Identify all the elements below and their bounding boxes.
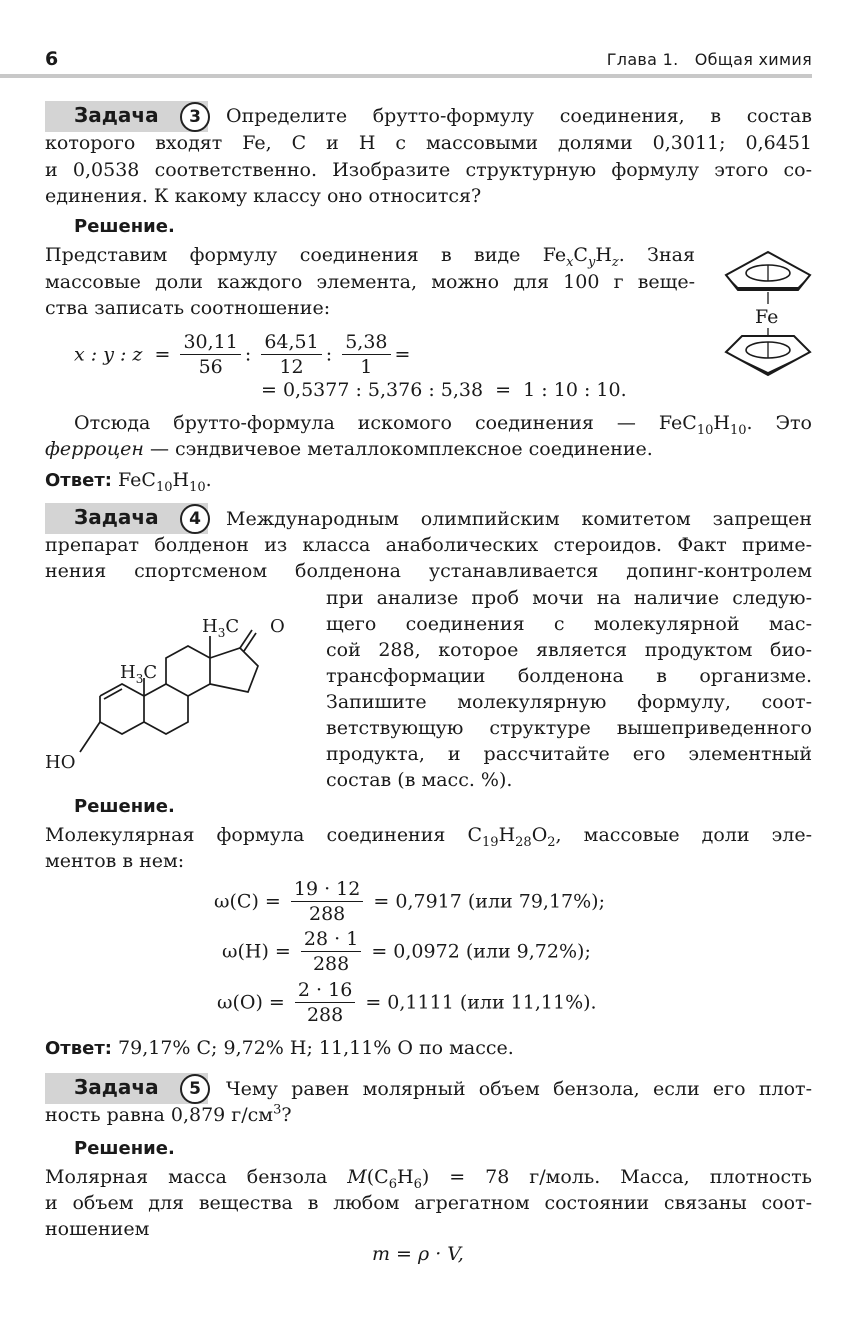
task5-number: 5: [180, 1074, 210, 1104]
task3-text-line: единения. К какому классу оно относится?: [45, 185, 482, 207]
formula-c19h28o2: $C_{19}H_{28}O_2$: [467, 824, 556, 850]
cyclopentadienyl-top: [726, 252, 810, 290]
task5-solution-heading: Решение.: [74, 1138, 175, 1159]
fraction: $\frac{19 \cdot 12}{288}$: [291, 877, 363, 926]
task4-text-line: нения спортсменом болденона устанавливается допинг-контролем: [45, 560, 812, 582]
omega-c-equation: ω(C) = $\frac{19 \cdot 12}{288}$ = 0,7917 (или 79,17%);: [214, 878, 605, 925]
svg-text:H3C: $H_3C$: [202, 616, 240, 640]
fe-label: Fe: [755, 306, 779, 328]
fraction: $\frac{64,51}{12}$: [261, 330, 321, 379]
task3-solution-line: ства записать соотношение:: [45, 297, 331, 319]
fraction: $\frac{30,11}{56}$: [180, 330, 240, 379]
fraction: $\frac{28 \cdot 1}{288}$: [301, 927, 361, 976]
svg-text:H3C: $H_3C$: [120, 662, 158, 686]
fraction: $\frac{5,38}{1}$: [342, 330, 390, 379]
task5-text-line: Чему равен молярный объем бензола, если его плот-: [226, 1078, 812, 1100]
task3-text-line: и 0,0538 соответственно. Изобразите структурную формулу этого со-: [45, 159, 812, 181]
task4-side-line: ветствующую структуре вышеприведенного: [326, 717, 812, 739]
task3-label: Задача: [74, 103, 159, 127]
formula-fec10h10: $FeC_{10}H_{10}$: [658, 412, 747, 438]
task4-side-line: продукта, и рассчитайте его элементный: [326, 743, 812, 765]
task3-conclusion: ферроцен — сэндвичевое металлокомплексное соединение.: [45, 438, 653, 460]
page-number: 6: [45, 48, 59, 70]
task5-solution-line: Молярная масса бензола $M(C_6H_6) = 78$ г/моль. Масса, плотность: [45, 1166, 812, 1192]
task5-solution-line: ношением: [45, 1218, 150, 1240]
running-header: [607, 50, 812, 69]
task4-number: 4: [180, 504, 210, 534]
task4-side-line: состав (в масс. %).: [326, 769, 513, 791]
task3-text-line: Определите брутто-формулу соединения, в состав: [226, 105, 812, 127]
task4-side-line: трансформации болденона в организме.: [326, 665, 812, 687]
oxygen-label: O: [270, 616, 285, 637]
task4-answer: Ответ: 79,17% C; 9,72% H; 11,11% O по массе.: [45, 1037, 514, 1059]
task4-solution-heading: Решение.: [74, 796, 175, 817]
task3-solution-line: массовые доли каждого элемента, можно для 100 г веще-: [45, 271, 695, 293]
task5-solution-line: и объем для вещества в любом агрегатном состоянии связаны соот-: [45, 1192, 812, 1214]
cyclopentadienyl-bottom: [726, 336, 810, 375]
formula-fexcyhz: $Fe_xC_yH_z$: [542, 244, 619, 270]
header-rule: [0, 74, 812, 78]
task4-side-line: при анализе проб мочи на наличие следую-: [326, 587, 812, 609]
steroid-structure: [40, 608, 310, 778]
task4-side-line: щего соединения с молекулярной мас-: [326, 613, 812, 635]
hydroxyl-label: HO: [45, 752, 76, 773]
chapter-title: Общая химия: [694, 50, 812, 69]
task3-solution-heading: Решение.: [74, 216, 175, 237]
task4-solution-line: Молекулярная формула соединения $C_{19}H_{28}O_2$, массовые доли эле-: [45, 824, 812, 850]
ratio-equation: x : y : z = $\frac{30,11}{56}$ : $\frac{64,51}{12}$ : $\frac{5,38}{1}$ =: [74, 331, 411, 378]
ratio-lhs: x : y : z =: [74, 343, 171, 366]
task3-conclusion: Отсюда брутто-формула искомого соединения — $FeC_{10}H_{10}$. Это: [74, 412, 812, 438]
task4-solution-line: ментов в нем:: [45, 850, 185, 872]
task4-text-line: препарат болденон из класса анаболических стероидов. Факт приме-: [45, 534, 812, 556]
formula-answer: $FeC_{10}H_{10}$.: [118, 469, 212, 495]
task4-label: Задача: [74, 505, 159, 529]
density-formula: m = ρ · V,: [372, 1243, 464, 1265]
task3-number: 3: [180, 102, 210, 132]
omega-h-equation: ω(H) = $\frac{28 \cdot 1}{288}$ = 0,0972 (или 9,72%);: [222, 928, 591, 975]
task5-text-line: ность равна 0,879 $г/см^3$?: [45, 1102, 292, 1126]
task4-side-line: Запишите молекулярную формулу, соот-: [326, 691, 812, 713]
fraction: $\frac{2 \cdot 16}{288}$: [295, 978, 355, 1027]
task3-solution-line: Представим формулу соединения в виде $Fe_xC_yH_z$. Зная: [45, 244, 695, 270]
omega-o-equation: ω(O) = $\frac{2 \cdot 16}{288}$ = 0,1111 (или 11,11%).: [217, 979, 597, 1026]
chapter-label: Глава 1.: [606, 50, 679, 69]
task4-side-line: сой 288, которое является продуктом био-: [326, 639, 812, 661]
task3-answer: Ответ: $FeC_{10}H_{10}$.: [45, 469, 212, 495]
ratio-result: = 0,5377 : 5,376 : 5,38 = 1 : 10 : 10.: [261, 379, 627, 401]
task5-label: Задача: [74, 1075, 159, 1099]
ferrocene-structure: [718, 240, 818, 380]
formula-molar-mass: $M(C_6H_6)$: [347, 1166, 430, 1192]
task3-text-line: которого входят Fe, C и H с массовыми долями 0,3011; 0,6451: [45, 132, 812, 154]
task4-text-line: Международным олимпийским комитетом запрещен: [226, 508, 812, 530]
